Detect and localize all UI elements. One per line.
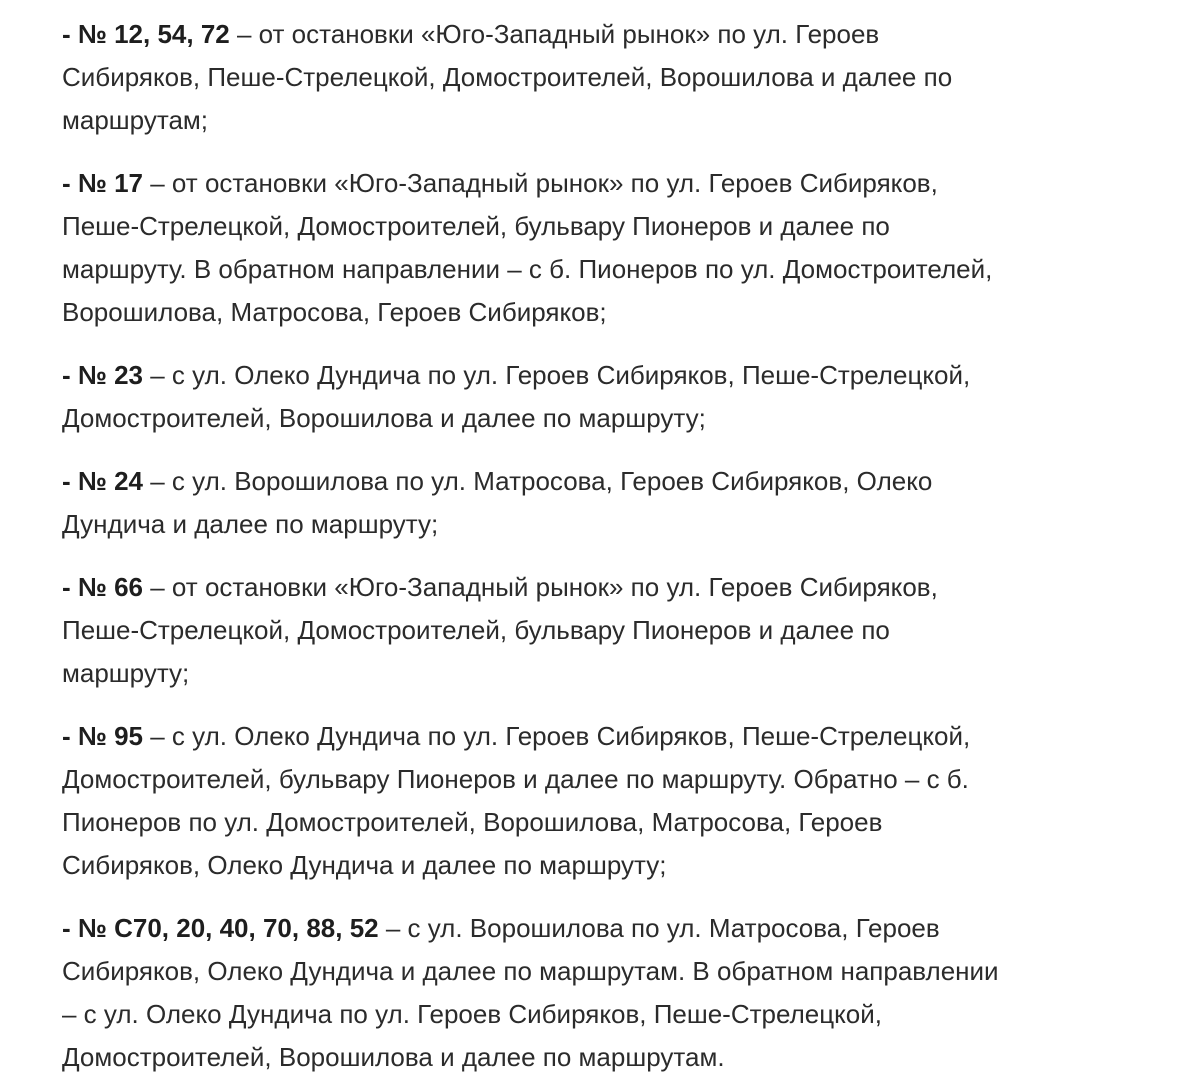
text-line: [62, 162, 1200, 205]
route-description: Пионеров по ул. Домостроителей, Ворошилова, Матросова, Героев: [62, 807, 883, 837]
route-numbers: - № 95: [62, 721, 144, 751]
route-paragraph: [62, 907, 1200, 1079]
text-line: [62, 801, 1200, 844]
route-description: Сибиряков, Олеко Дундича и далее по маршрутам. В обратном направлении: [62, 956, 999, 986]
route-paragraph: [62, 715, 1200, 887]
route-numbers: - № 17: [62, 168, 144, 198]
route-description: Дундича и далее по маршруту;: [62, 509, 439, 539]
route-numbers: - № 23: [62, 360, 144, 390]
route-description: Пеше-Стрелецкой, Домостроителей, бульвару Пионеров и далее по: [62, 211, 890, 241]
text-line: [62, 950, 1200, 993]
text-line: [62, 56, 1200, 99]
text-line: [62, 652, 1200, 695]
route-description: маршрутам;: [62, 105, 208, 135]
route-paragraph: [62, 354, 1200, 440]
text-line: [62, 99, 1200, 142]
text-line: [62, 13, 1200, 56]
text-line: [62, 566, 1200, 609]
route-description: – с ул. Олеко Дундича по ул. Героев Сибиряков, Пеше-Стрелецкой,: [62, 999, 882, 1029]
route-numbers: - № 24: [62, 466, 144, 496]
route-description: маршруту. В обратном направлении – с б. Пионеров по ул. Домостроителей,: [62, 254, 993, 284]
route-description: Домостроителей, бульвару Пионеров и далее по маршруту. Обратно – с б.: [62, 764, 969, 794]
text-line: [62, 291, 1200, 334]
route-paragraph: [62, 566, 1200, 695]
route-description: Пеше-Стрелецкой, Домостроителей, бульвару Пионеров и далее по: [62, 615, 890, 645]
text-line: [62, 503, 1200, 546]
text-line: [62, 993, 1200, 1036]
route-description: Сибиряков, Олеко Дундича и далее по маршруту;: [62, 850, 667, 880]
route-description: – с ул. Ворошилова по ул. Матросова, Героев: [378, 913, 940, 943]
text-line: [62, 460, 1200, 503]
route-description: Сибиряков, Пеше-Стрелецкой, Домостроителей, Ворошилова и далее по: [62, 62, 953, 92]
route-paragraph: [62, 13, 1200, 142]
text-line: [62, 758, 1200, 801]
text-line: [62, 248, 1200, 291]
text-line: [62, 1036, 1200, 1079]
route-description: – с ул. Олеко Дундича по ул. Героев Сибиряков, Пеше-Стрелецкой,: [143, 721, 971, 751]
text-line: [62, 844, 1200, 887]
route-paragraph: [62, 460, 1200, 546]
route-description: – с ул. Ворошилова по ул. Матросова, Героев Сибиряков, Олеко: [143, 466, 933, 496]
text-line: [62, 715, 1200, 758]
route-description: маршруту;: [62, 658, 190, 688]
route-description: – от остановки «Юго-Западный рынок» по ул. Героев Сибиряков,: [143, 168, 938, 198]
text-line: [62, 205, 1200, 248]
route-description: Ворошилова, Матросова, Героев Сибиряков;: [62, 297, 607, 327]
route-description: Домостроителей, Ворошилова и далее по маршруту;: [62, 403, 706, 433]
text-line: [62, 609, 1200, 652]
text-line: [62, 907, 1200, 950]
route-numbers: - № С70, 20, 40, 70, 88, 52: [62, 913, 379, 943]
route-numbers: - № 66: [62, 572, 144, 602]
text-line: [62, 397, 1200, 440]
route-numbers: - № 12, 54, 72: [62, 19, 230, 49]
route-description: – с ул. Олеко Дундича по ул. Героев Сибиряков, Пеше-Стрелецкой,: [143, 360, 971, 390]
route-description: Домостроителей, Ворошилова и далее по маршрутам.: [62, 1042, 725, 1072]
route-description: – от остановки «Юго-Западный рынок» по ул. Героев Сибиряков,: [143, 572, 938, 602]
route-paragraph: [62, 162, 1200, 334]
route-description: – от остановки «Юго-Западный рынок» по ул. Героев: [229, 19, 880, 49]
text-line: [62, 354, 1200, 397]
